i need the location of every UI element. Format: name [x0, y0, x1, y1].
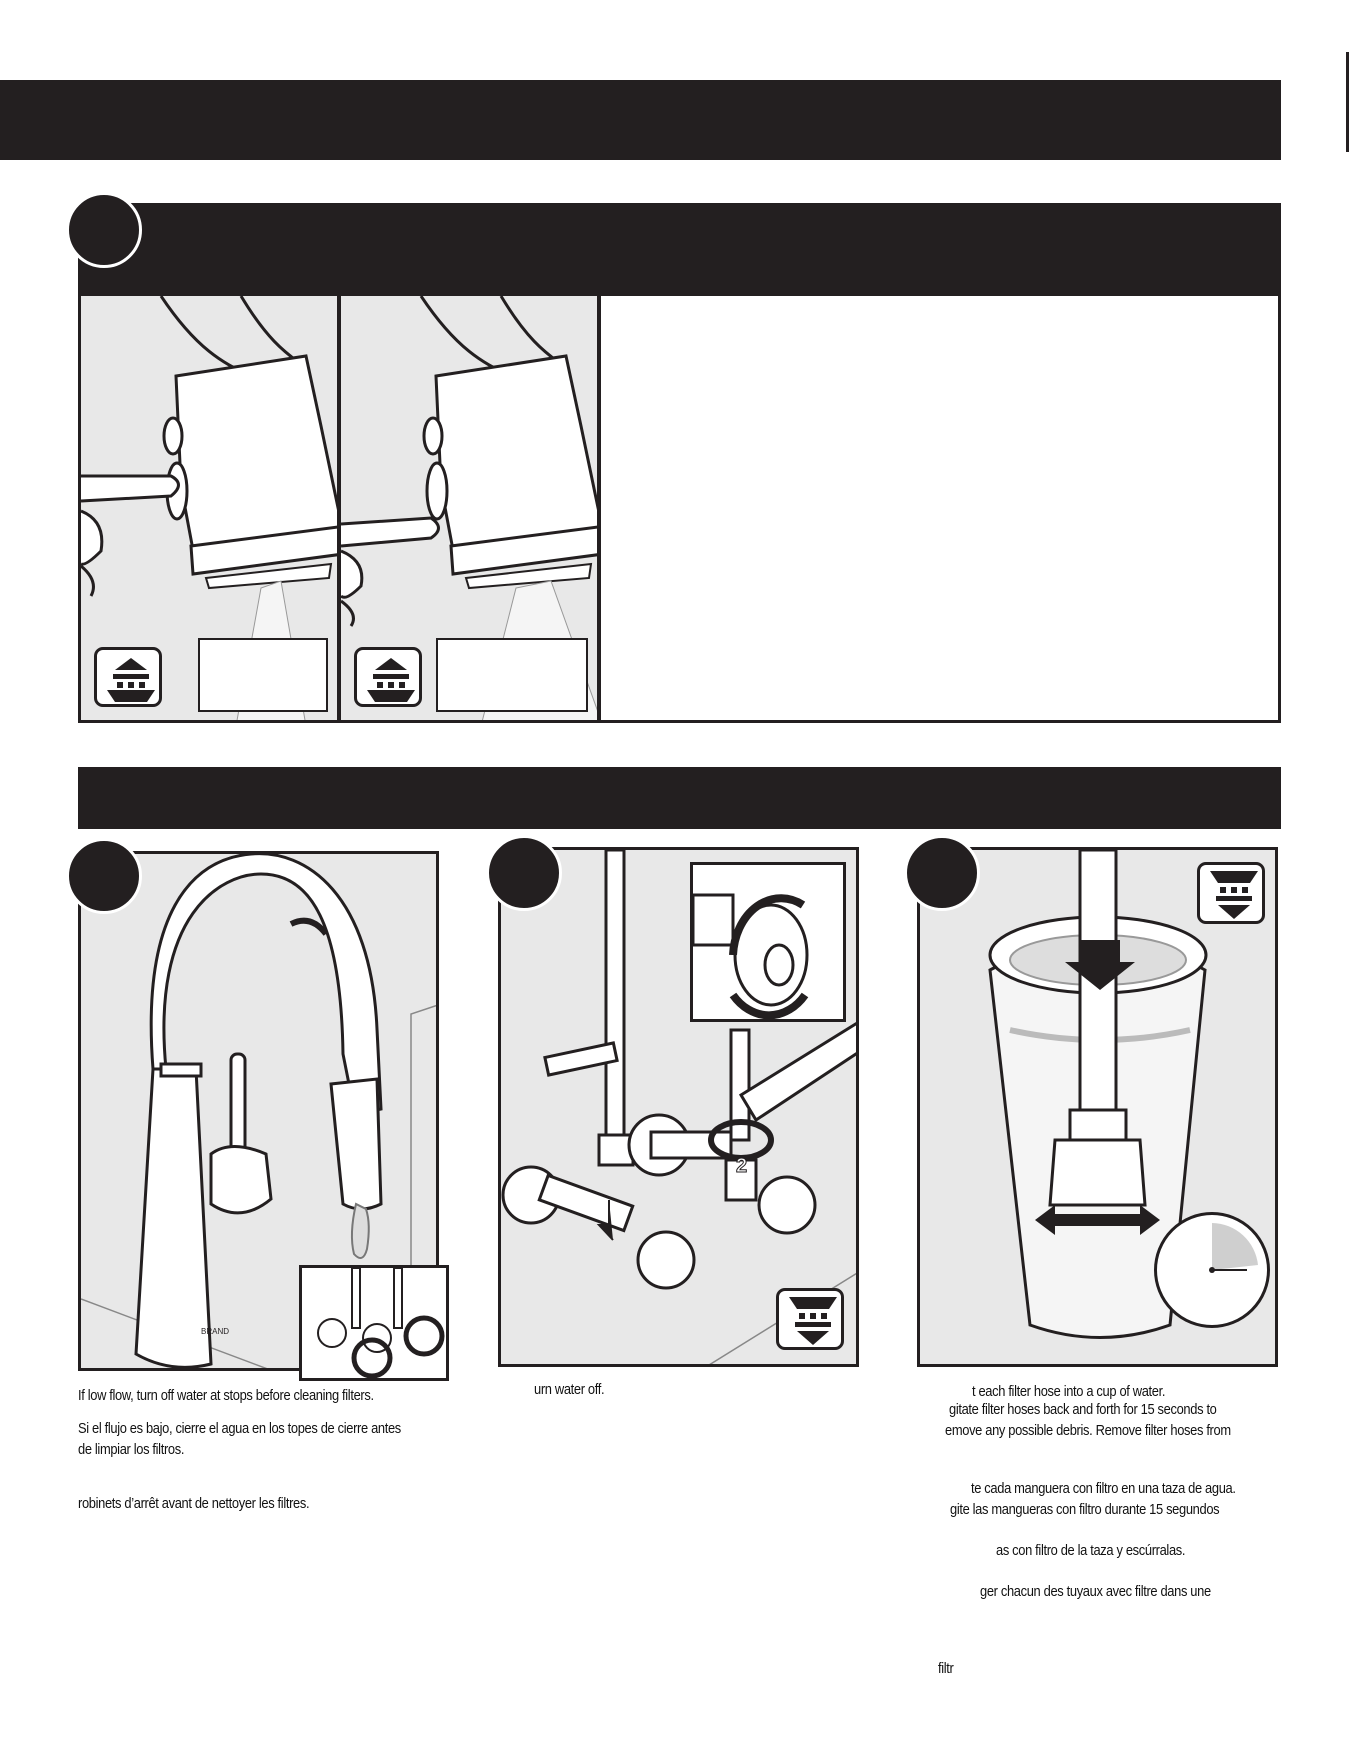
spray-mode-icon-1 — [94, 647, 162, 707]
timer-clock-glyph — [1157, 1215, 1273, 1331]
step-c-fr-1: ger chacun des tuyaux avec filtre dans une — [980, 1583, 1211, 1600]
svg-text:BRAND: BRAND — [201, 1327, 230, 1336]
section-1-header-bar — [78, 203, 1281, 293]
step-c-es-1: te cada manguera con filtro en una taza de agua. — [971, 1480, 1236, 1497]
spray-label-box-1 — [198, 638, 328, 712]
step-a-fr-2: robinets d’arrêt avant de nettoyer les filtres. — [78, 1495, 310, 1512]
spray-mode-glyph-2 — [357, 650, 425, 710]
step-c-en-2: gitate filter hoses back and forth for 15 seconds to — [949, 1401, 1217, 1418]
step-circle-b — [486, 835, 562, 911]
step-c-es-4: as con filtro de la taza y escúrralas. — [996, 1542, 1186, 1559]
page-edge-mark — [1346, 52, 1349, 152]
spray-label-box-2 — [436, 638, 588, 712]
stop-valve-inset — [299, 1265, 449, 1381]
page-header-bar — [0, 80, 1281, 160]
step-circle-c — [904, 835, 980, 911]
step-c-en-1: t each filter hose into a cup of water. — [972, 1383, 1166, 1400]
water-off-glyph-small — [1200, 865, 1268, 927]
water-off-glyph — [779, 1291, 847, 1353]
step-c-en-3: emove any possible debris. Remove filter hoses from — [945, 1422, 1231, 1439]
water-off-icon — [776, 1288, 844, 1350]
water-off-icon-small — [1197, 862, 1265, 924]
step-c-es-2: gite las mangueras con filtro durante 15 segundos — [950, 1501, 1220, 1518]
step-a-es-1: Si el flujo es bajo, cierre el agua en los topes de cierre antes — [78, 1420, 401, 1437]
spray-mode-glyph-1 — [97, 650, 165, 710]
stop-valve-inset-illustration — [302, 1268, 449, 1381]
section-1-text-panel — [598, 293, 1281, 723]
step-circle-top — [66, 192, 142, 268]
wrench-step-number: 2 — [736, 1155, 748, 1177]
step-a-en: If low flow, turn off water at stops before cleaning filters. — [78, 1387, 374, 1404]
section-2-header-bar — [78, 767, 1281, 829]
timer-clock-icon — [1154, 1212, 1270, 1328]
step-c-fr-partial: filtr — [938, 1660, 954, 1677]
valve-handle-inset-illustration — [693, 865, 846, 1022]
step-b-en: urn water off. — [534, 1381, 605, 1398]
step-a-es-2: de limpiar los filtros. — [78, 1441, 185, 1458]
valve-handle-inset — [690, 862, 846, 1022]
spray-mode-icon-2 — [354, 647, 422, 707]
step-circle-a — [66, 838, 142, 914]
